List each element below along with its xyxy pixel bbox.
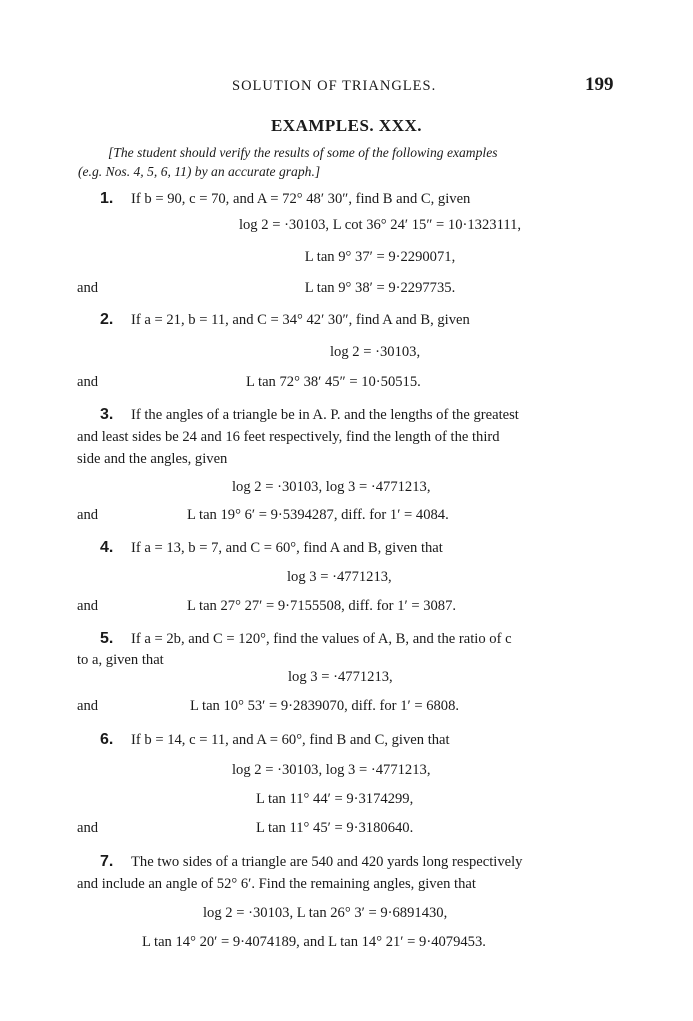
and-label: and (77, 374, 99, 390)
given-line: log 2 = ·30103, (330, 344, 421, 360)
example-number: 2. (100, 311, 114, 328)
example-number: 3. (100, 406, 114, 423)
and-label: and (77, 698, 99, 714)
given-line: log 2 = ·30103, log 3 = ·4771213, (232, 762, 431, 778)
running-title: SOLUTION OF TRIANGLES. (232, 78, 437, 94)
example-number: 7. (100, 853, 114, 870)
example-text: The two sides of a triangle are 540 and 420 yards long respectively (131, 854, 523, 870)
given-line: L tan 27° 27′ = 9·7155508, diff. for 1′ = 3087. (187, 598, 457, 614)
given-line: L tan 19° 6′ = 9·5394287, diff. for 1′ = 4084. (187, 507, 449, 523)
note-line-1: [The student should verify the results of some of the following examples (108, 145, 498, 160)
given-line: L tan 11° 44′ = 9·3174299, (256, 791, 414, 807)
given-line: log 3 = ·4771213, (288, 669, 393, 685)
given-line: L tan 9° 38′ = 9·2297735. (304, 280, 456, 296)
example-text: and least sides be 24 and 16 feet respectively, find the length of the third (77, 429, 500, 445)
example-text: to a, given that (77, 652, 164, 668)
example-text: If b = 90, c = 70, and A = 72° 48′ 30″, find B and C, given (131, 191, 471, 207)
and-label: and (77, 507, 99, 523)
given-line: log 2 = ·30103, log 3 = ·4771213, (232, 479, 431, 495)
example-number: 1. (100, 190, 114, 207)
given-line: L tan 11° 45′ = 9·3180640. (256, 820, 414, 836)
example-text: If a = 21, b = 11, and C = 34° 42′ 30″, find A and B, given (131, 312, 470, 328)
example-number: 4. (100, 539, 114, 556)
example-text: and include an angle of 52° 6′. Find the remaining angles, given that (77, 876, 476, 892)
given-line: L tan 9° 37′ = 9·2290071, (304, 249, 456, 265)
section-title: EXAMPLES. XXX. (270, 116, 423, 135)
given-line: log 2 = ·30103, L cot 36° 24′ 15″ = 10·1323111, (238, 217, 522, 233)
given-line: L tan 14° 20′ = 9·4074189, and L tan 14° 21′ = 9·4079453. (142, 934, 486, 950)
page-number: 199 (585, 74, 614, 95)
given-line: log 2 = ·30103, L tan 26° 3′ = 9·6891430, (203, 905, 448, 921)
and-label: and (77, 820, 99, 836)
example-text: If a = 2b, and C = 120°, find the values of A, B, and the ratio of c (131, 631, 512, 647)
and-label: and (77, 280, 99, 296)
example-text: side and the angles, given (77, 451, 228, 467)
example-text: If a = 13, b = 7, and C = 60°, find A and B, given that (131, 540, 443, 556)
and-label: and (77, 598, 99, 614)
given-line: L tan 72° 38′ 45″ = 10·50515. (246, 374, 421, 390)
example-number: 5. (100, 630, 114, 647)
note-line-2: (e.g. Nos. 4, 5, 6, 11) by an accurate graph.] (78, 164, 321, 179)
given-line: log 3 = ·4771213, (287, 569, 392, 585)
given-line: L tan 10° 53′ = 9·2839070, diff. for 1′ = 6808. (190, 698, 460, 714)
example-text: If the angles of a triangle be in A. P. and the lengths of the greatest (131, 407, 519, 423)
example-text: If b = 14, c = 11, and A = 60°, find B and C, given that (131, 732, 450, 748)
example-number: 6. (100, 731, 114, 748)
